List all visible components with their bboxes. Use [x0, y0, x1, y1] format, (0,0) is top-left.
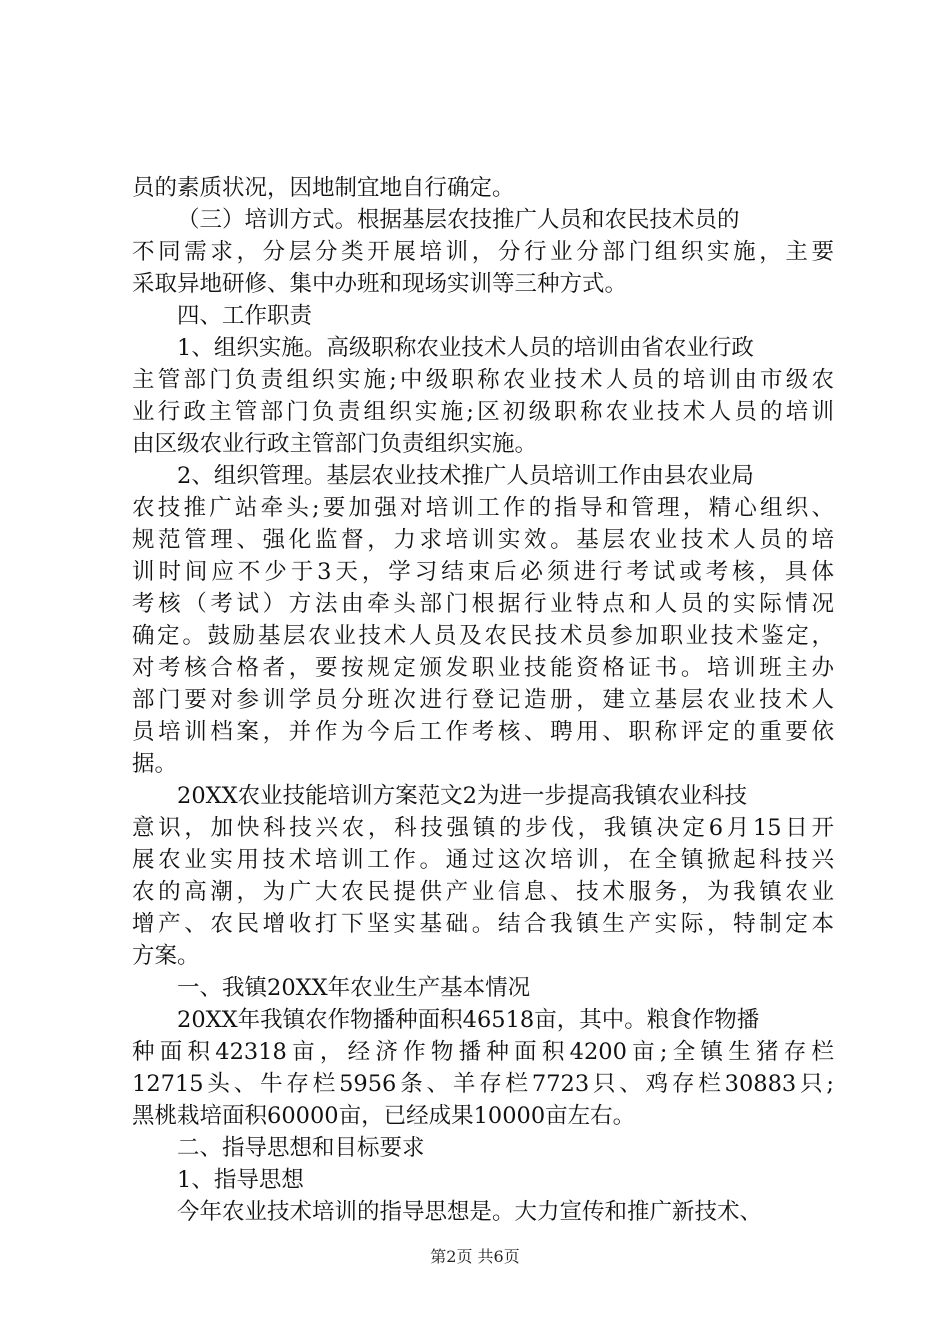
text-line: 员的素质状况，因地制宜地自行确定。 — [132, 175, 515, 201]
section-heading: 一、我镇20XX年农业生产基本情况 — [177, 975, 531, 1001]
text-line: 今年农业技术培训的指导思想是。大力宣传和推广新技术、 — [177, 1199, 763, 1225]
text-line: 不同需求，分层分类开展培训，分行业分部门组织实施，主要 — [132, 239, 834, 265]
text-line: 规范管理、强化监督，力求培训实效。基层农业技术人员的培 — [132, 527, 834, 553]
text-line: 意识，加快科技兴农，科技强镇的步伐，我镇决定6月15日开 — [132, 815, 834, 841]
section-heading: 二、指导思想和目标要求 — [177, 1135, 425, 1161]
text-line: 12715头、牛存栏5956条、羊存栏7723只、鸡存栏30883只; — [132, 1071, 834, 1097]
text-line: （三）培训方式。根据基层农技推广人员和农民技术员的 — [177, 207, 740, 233]
text-line: 种面积42318亩，经济作物播种面积4200亩;全镇生猪存栏 — [132, 1039, 834, 1065]
page-number-footer: 第2页 共6页 — [430, 1247, 520, 1266]
text-line: 由区级农业行政主管部门负责组织实施。 — [132, 431, 538, 457]
text-line: 农的高潮，为广大农民提供产业信息、技术服务，为我镇农业 — [132, 879, 834, 905]
text-line: 确定。鼓励基层农业技术人员及农民技术员参加职业技术鉴定， — [132, 623, 834, 649]
text-line: 业行政主管部门负责组织实施;区初级职称农业技术人员的培训 — [132, 399, 834, 425]
text-line: 考核（考试）方法由牵头部门根据行业特点和人员的实际情况 — [132, 591, 834, 617]
text-line: 方案。 — [132, 943, 200, 969]
text-line: 部门要对参训学员分班次进行登记造册，建立基层农业技术人 — [132, 687, 834, 713]
section-heading: 四、工作职责 — [177, 303, 313, 329]
text-line: 黑桃栽培面积60000亩，已经成果10000亩左右。 — [132, 1103, 636, 1129]
text-line: 采取异地研修、集中办班和现场实训等三种方式。 — [132, 271, 628, 297]
text-line: 2、组织管理。基层农业技术推广人员培训工作由县农业局 — [177, 463, 754, 489]
document-body — [132, 172, 834, 1228]
text-line: 对考核合格者，要按规定颁发职业技能资格证书。培训班主办 — [132, 655, 834, 681]
text-line: 增产、农民增收打下坚实基础。结合我镇生产实际，特制定本 — [132, 911, 834, 937]
text-line: 农技推广站牵头;要加强对培训工作的指导和管理，精心组织、 — [132, 495, 834, 521]
text-line: 据。 — [132, 751, 178, 777]
text-line: 训时间应不少于3天，学习结束后必须进行考试或考核，具体 — [132, 559, 834, 585]
text-line: 1、组织实施。高级职称农业技术人员的培训由省农业行政 — [177, 335, 754, 361]
text-line: 主管部门负责组织实施;中级职称农业技术人员的培训由市级农 — [132, 367, 834, 393]
text-line: 20XX农业技能培训方案范文2为进一步提高我镇农业科技 — [177, 783, 747, 809]
text-line: 展农业实用技术培训工作。通过这次培训，在全镇掀起科技兴 — [132, 847, 834, 873]
text-line: 员培训档案，并作为今后工作考核、聘用、职称评定的重要依 — [132, 719, 834, 745]
text-line: 20XX年我镇农作物播种面积46518亩，其中。粮食作物播 — [177, 1007, 760, 1033]
subsection-heading: 1、指导思想 — [177, 1167, 304, 1193]
